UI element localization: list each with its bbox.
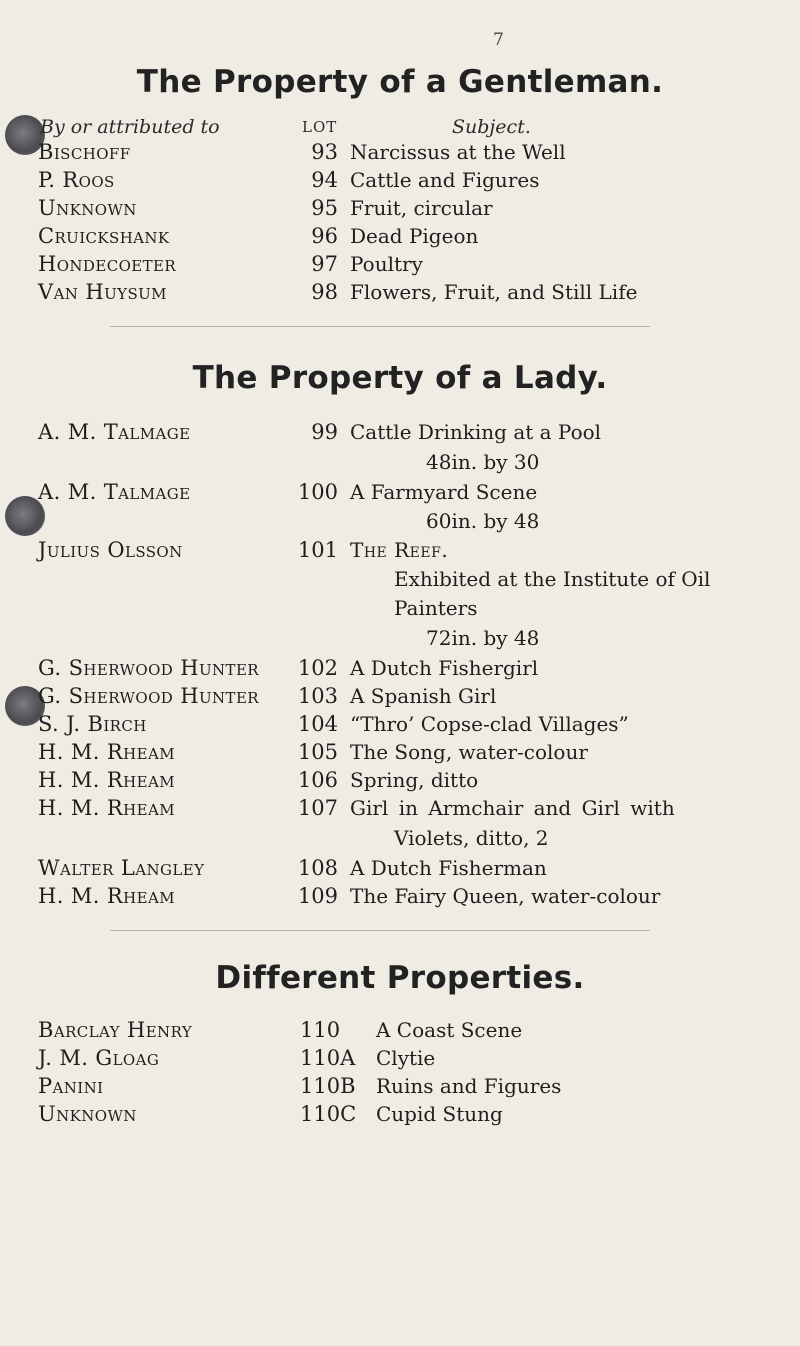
artist-name: G. Sherwood Hunter — [38, 656, 260, 680]
lot-number: 95 — [311, 196, 338, 220]
subject-title: Cupid Stung — [376, 1102, 503, 1126]
lot-number: 96 — [311, 224, 338, 248]
lot-number: 97 — [311, 252, 338, 276]
table-row — [0, 252, 800, 280]
subject-title: Poultry — [350, 252, 423, 276]
lot-number: 98 — [311, 280, 338, 304]
artist-name: Barclay Henry — [38, 1018, 193, 1042]
artist-name: A. M. Talmage — [38, 480, 191, 504]
subject-title: Cattle Drinking at a Pool — [350, 420, 602, 444]
lot-number: 101 — [297, 538, 338, 562]
lot-number: 102 — [297, 656, 338, 680]
lot-number: 110C — [300, 1102, 357, 1126]
artist-name: S. J. Birch — [38, 712, 147, 736]
section-title-different: Different Properties. — [215, 960, 585, 996]
table-row — [0, 480, 800, 508]
table-row — [0, 856, 800, 884]
table-row — [0, 1018, 800, 1046]
subject-title: Ruins and Figures — [376, 1074, 562, 1098]
column-header-subject: Subject. — [452, 116, 531, 138]
exhibition-note-cont: Painters — [394, 596, 478, 620]
artist-name: A. M. Talmage — [38, 420, 191, 444]
artist-name: Panini — [38, 1074, 104, 1098]
table-row — [0, 712, 800, 740]
artist-name: G. Sherwood Hunter — [38, 684, 260, 708]
subject-title: Cattle and Figures — [350, 168, 540, 192]
page-number: 7 — [493, 30, 504, 50]
artist-name: Hondecoeter — [38, 252, 177, 276]
table-row — [0, 684, 800, 712]
subject-title: Fruit, circular — [350, 196, 493, 220]
lot-number: 106 — [297, 768, 338, 792]
artist-name: Walter Langley — [38, 856, 205, 880]
artist-name: H. M. Rheam — [38, 740, 175, 764]
table-row — [0, 884, 800, 912]
subject-title: Girl in Armchair and Girl with — [350, 796, 675, 820]
section-divider — [110, 930, 650, 931]
section-divider — [110, 326, 650, 327]
section-title-lady: The Property of a Lady. — [192, 360, 608, 396]
subject-title: A Farmyard Scene — [350, 480, 538, 504]
table-row — [0, 768, 800, 796]
subject-title: Clytie — [376, 1046, 436, 1070]
subject-title: A Dutch Fisherman — [350, 856, 547, 880]
artist-name: Cruickshank — [38, 224, 170, 248]
lot-number: 107 — [297, 796, 338, 820]
subject-title: Spring, ditto — [350, 768, 479, 792]
section-title-gentleman: The Property of a Gentleman. — [136, 64, 664, 100]
subject-title: A Dutch Fishergirl — [350, 656, 539, 680]
artist-name: Unknown — [38, 196, 137, 220]
table-row — [0, 140, 800, 168]
lot-number: 110B — [300, 1074, 356, 1098]
lot-number: 105 — [297, 740, 338, 764]
lot-number: 104 — [297, 712, 338, 736]
table-row — [0, 280, 800, 308]
lot-number: 108 — [297, 856, 338, 880]
lot-number: 109 — [297, 884, 338, 908]
table-row — [0, 796, 800, 824]
artist-name: H. M. Rheam — [38, 884, 175, 908]
subject-title: A Coast Scene — [376, 1018, 523, 1042]
subject-title: Flowers, Fruit, and Still Life — [350, 280, 638, 304]
subject-title: Narcissus at the Well — [350, 140, 566, 164]
artist-name: H. M. Rheam — [38, 796, 175, 820]
column-header-lot: LOT — [302, 118, 338, 136]
subject-title: A Spanish Girl — [350, 684, 497, 708]
lot-number: 94 — [311, 168, 338, 192]
table-row — [0, 1046, 800, 1074]
table-row — [0, 224, 800, 252]
table-row — [0, 740, 800, 768]
subject-title: Dead Pigeon — [350, 224, 479, 248]
painting-size: 72in. by 48 — [426, 626, 540, 650]
lot-number: 99 — [311, 420, 338, 444]
subject-title: The Song, water-colour — [350, 740, 588, 764]
painting-size: 60in. by 48 — [426, 509, 540, 533]
artist-name: Unknown — [38, 1102, 137, 1126]
subject-title: The Fairy Queen, water-colour — [350, 884, 661, 908]
table-row — [0, 168, 800, 196]
table-row — [0, 1102, 800, 1130]
table-row — [0, 1074, 800, 1102]
artist-name: Bischoff — [38, 140, 131, 164]
table-row — [0, 196, 800, 224]
subject-title-cont: Violets, ditto, 2 — [394, 826, 549, 850]
table-row — [0, 538, 800, 566]
artist-name: P. Roos — [38, 168, 115, 192]
subject-title: The Reef. — [350, 538, 449, 562]
lot-number: 100 — [297, 480, 338, 504]
exhibition-note: Exhibited at the Institute of Oil — [394, 567, 711, 591]
lot-number: 110A — [300, 1046, 356, 1070]
table-row — [0, 656, 800, 684]
artist-name: J. M. Gloag — [38, 1046, 160, 1070]
lot-number: 93 — [311, 140, 338, 164]
lot-number: 103 — [297, 684, 338, 708]
artist-name: H. M. Rheam — [38, 768, 175, 792]
subject-title: “Thro’ Copse-clad Villages” — [350, 712, 629, 736]
artist-name: Julius Olsson — [38, 538, 183, 562]
artist-name: Van Huysum — [38, 280, 167, 304]
column-header-artist: By or attributed to — [40, 116, 220, 138]
table-row — [0, 420, 800, 448]
painting-size: 48in. by 30 — [426, 450, 540, 474]
lot-number: 110 — [300, 1018, 341, 1042]
